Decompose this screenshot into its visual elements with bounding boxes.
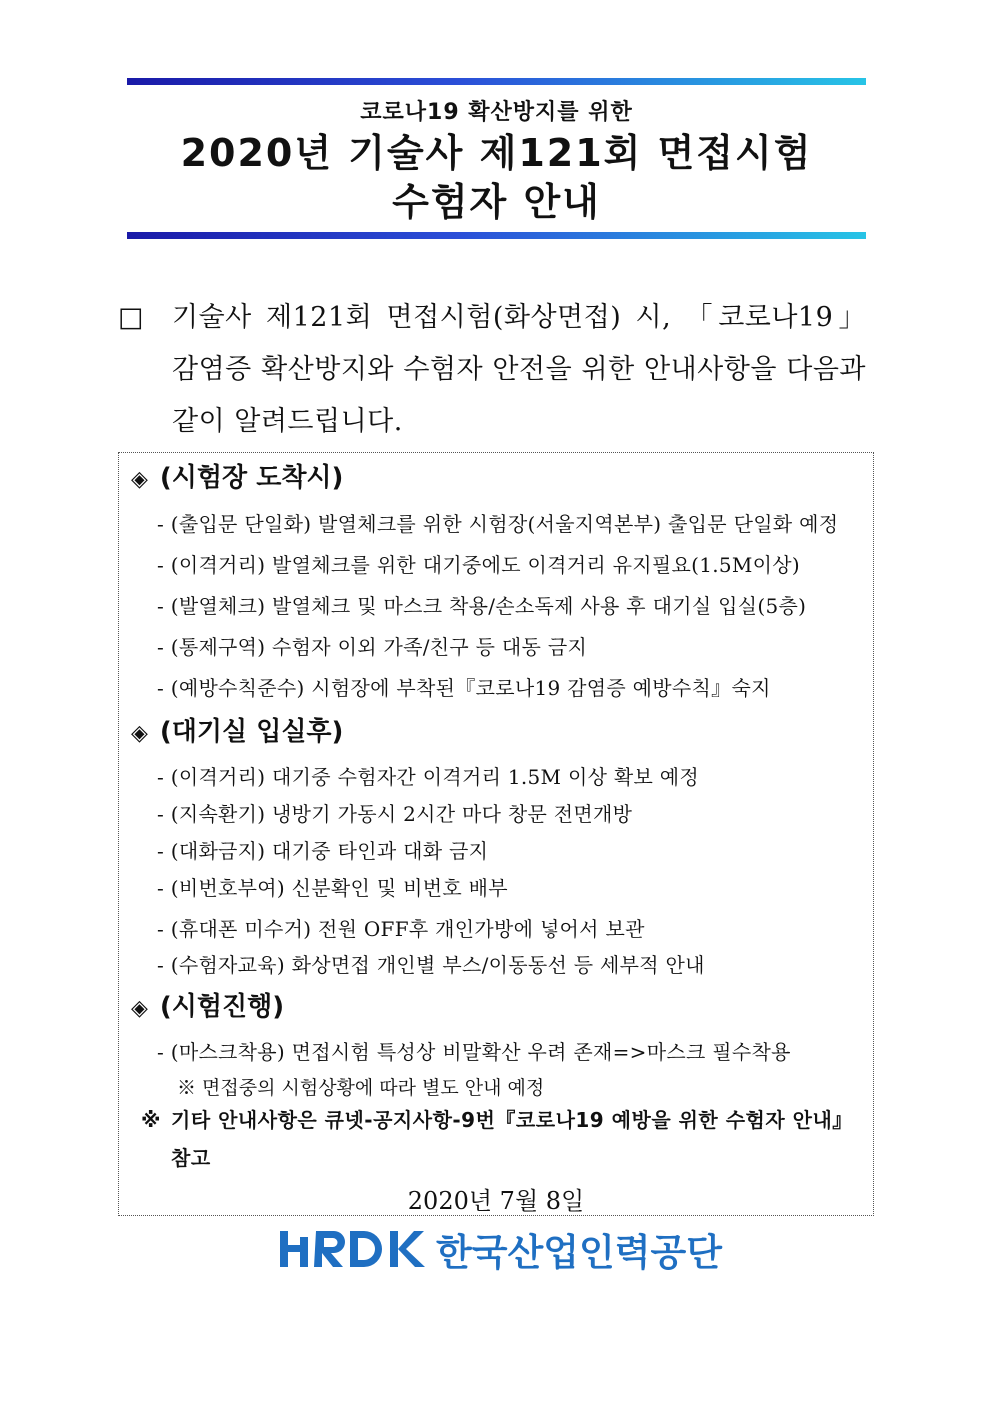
document-header (127, 78, 866, 239)
list-item: - (이격거리) 발열체크를 위한 대기중에도 이격거리 유지필요(1.5M이상) (157, 553, 801, 577)
intro-paragraph (118, 292, 866, 448)
section-heading-exam-progress (131, 986, 284, 1023)
square-bullet-icon: □ (118, 302, 144, 333)
hrdk-logo-mark-icon (280, 1229, 426, 1269)
list-item: - (비번호부여) 신분확인 및 비번호 배부 (157, 876, 508, 900)
section-title: (시험장 도착시) (159, 463, 344, 493)
notice-date: 2020년 7월 8일 (407, 1187, 585, 1215)
header-title-line1: 2020년 기술사 제121회 면접시험 (180, 131, 813, 175)
header-bottom-rule (127, 232, 866, 239)
list-item: - (이격거리) 대기중 수험자간 이격거리 1.5M 이상 확보 예정 (157, 765, 700, 789)
exam-note: ※ 면접중의 시험상황에 따라 별도 안내 예정 (177, 1077, 545, 1099)
notice-box (118, 452, 874, 1216)
section-heading-waiting-room (131, 711, 343, 748)
section-title: (대기실 입실후) (159, 717, 344, 747)
diamond-icon: ◈ (131, 721, 148, 746)
intro-text: 기술사 제121회 면접시험(화상면접) 시, 「코로나19」 감염증 확산방지와 수험자 안전을 위한 안내사항을 다음과 같이 알려드립니다. (172, 302, 866, 437)
section-title: (시험진행) (159, 992, 285, 1022)
list-item: - (마스크착용) 면접시험 특성상 비말확산 우려 존재=>마스크 필수착용 (157, 1040, 791, 1064)
other-notice (141, 1101, 861, 1177)
section-heading-arrival (131, 457, 343, 494)
hrdk-logo (280, 1226, 722, 1272)
reference-mark-icon: ※ (141, 1108, 161, 1132)
list-item: - (통제구역) 수험자 이외 가족/친구 등 대동 금지 (157, 635, 588, 659)
list-item: - (수험자교육) 화상면접 개인별 부스/이동동선 등 세부적 안내 (157, 953, 705, 977)
list-item: - (휴대폰 미수거) 전원 OFF후 개인가방에 넣어서 보관 (157, 917, 645, 941)
header-top-rule (127, 78, 866, 85)
other-notice-text: 기타 안내사항은 큐넷-공지사항-9번『코로나19 예방을 위한 수험자 안내』참고 (171, 1108, 853, 1170)
header-title-line2: 수험자 안내 (392, 180, 601, 224)
header-subtitle: 코로나19 확산방지를 위한 (360, 100, 633, 125)
list-item: - (지속환기) 냉방기 가동시 2시간 마다 창문 전면개방 (157, 802, 633, 826)
diamond-icon: ◈ (131, 996, 148, 1021)
list-item: - (예방수칙준수) 시험장에 부착된『코로나19 감염증 예방수칙』숙지 (157, 676, 771, 700)
organization-name: 한국산업인력공단 (436, 1231, 722, 1274)
diamond-icon: ◈ (131, 467, 148, 492)
list-item: - (출입문 단일화) 발열체크를 위한 시험장(서울지역본부) 출입문 단일화 예정 (157, 512, 839, 536)
list-item: - (대화금지) 대기중 타인과 대화 금지 (157, 839, 489, 863)
list-item: - (발열체크) 발열체크 및 마스크 착용/손소독제 사용 후 대기실 입실(5층) (157, 594, 807, 618)
